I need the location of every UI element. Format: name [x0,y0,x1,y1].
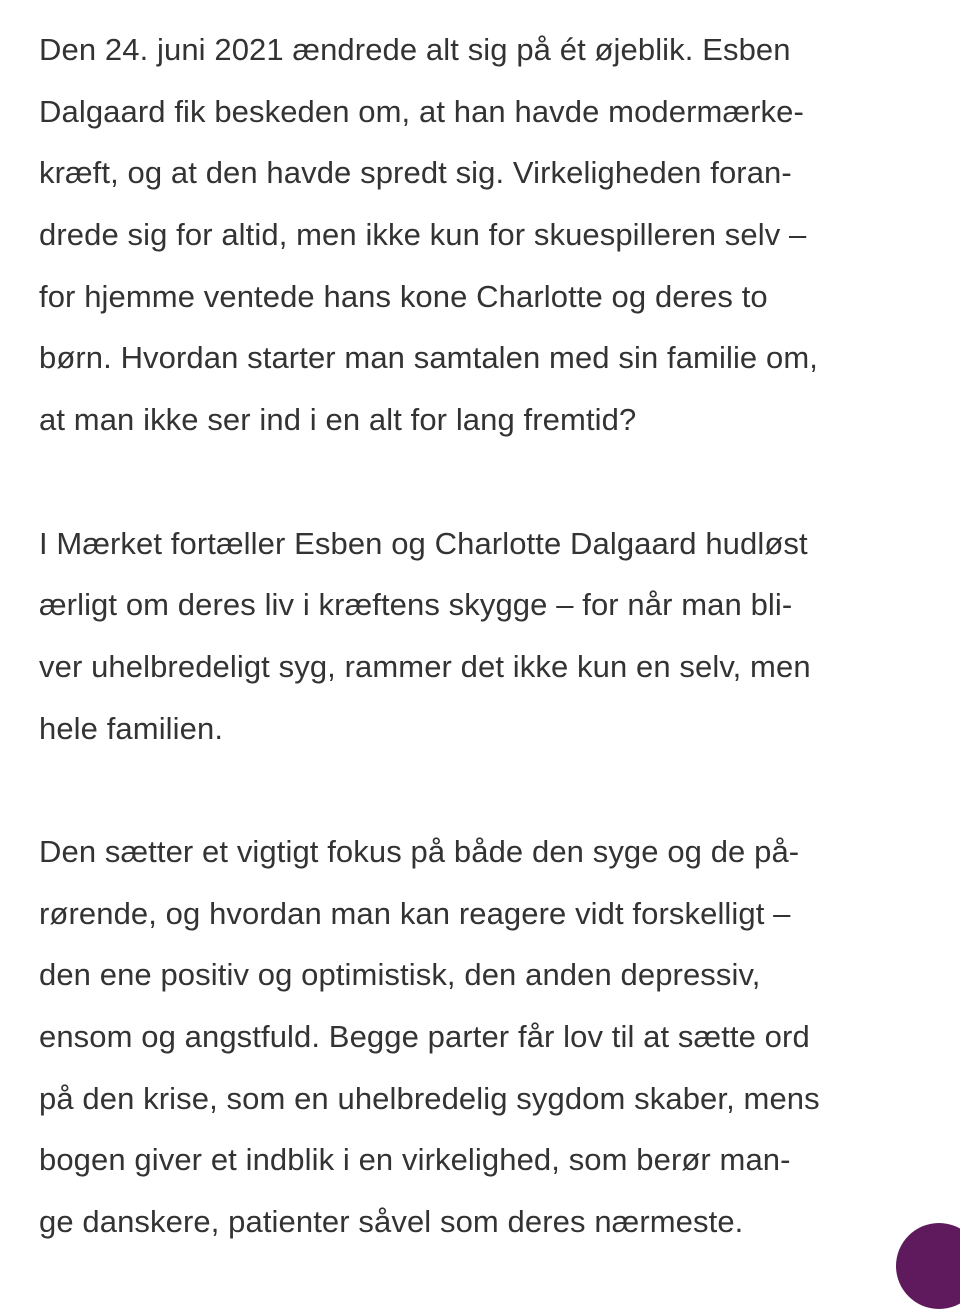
paragraph-1 [39,19,939,451]
text-line: Den 24. juni 2021 ændrede alt sig på ét øjeblik. Esben [39,32,791,67]
text-line: ge danskere, patienter såvel som deres nærmeste. [39,1204,744,1240]
paragraph-3 [39,821,939,1253]
text-line: drede sig for altid, men ikke kun for skuespilleren selv – [39,217,807,253]
text-line: Den sætter et vigtigt fokus på både den syge og de på- [39,833,800,869]
text-line: at man ikke ser ind i en alt for lang fremtid? [39,402,637,438]
paragraph-2 [39,513,939,760]
text-line: rørende, og hvordan man kan reagere vidt forskelligt – [39,895,791,931]
text-line: bogen giver et indblik i en virkelighed, som berør man- [39,1142,791,1178]
text-line: den ene positiv og optimistisk, den anden depressiv, [39,957,761,993]
text-line: kræft, og at den havde spredt sig. Virkeligheden foran- [39,155,792,191]
text-line: ver uhelbredeligt syg, rammer det ikke kun en selv, men [39,648,811,684]
text-line: Dalgaard fik beskeden om, at han havde modermærke- [39,93,804,129]
text-line: på den krise, som en uhelbredelig sygdom skaber, mens [39,1080,820,1116]
text-line: I Mærket fortæller Esben og Charlotte Dalgaard hudløst [39,525,808,561]
article-body [39,19,939,1253]
text-line: børn. Hvordan starter man samtalen med sin familie om, [39,340,818,376]
text-line: for hjemme ventede hans kone Charlotte og deres to [39,278,768,314]
text-line: hele familien. [39,710,224,746]
text-line: ærligt om deres liv i kræftens skygge – for når man bli- [39,587,793,623]
text-line: ensom og angstfuld. Begge parter får lov til at sætte ord [39,1019,810,1054]
